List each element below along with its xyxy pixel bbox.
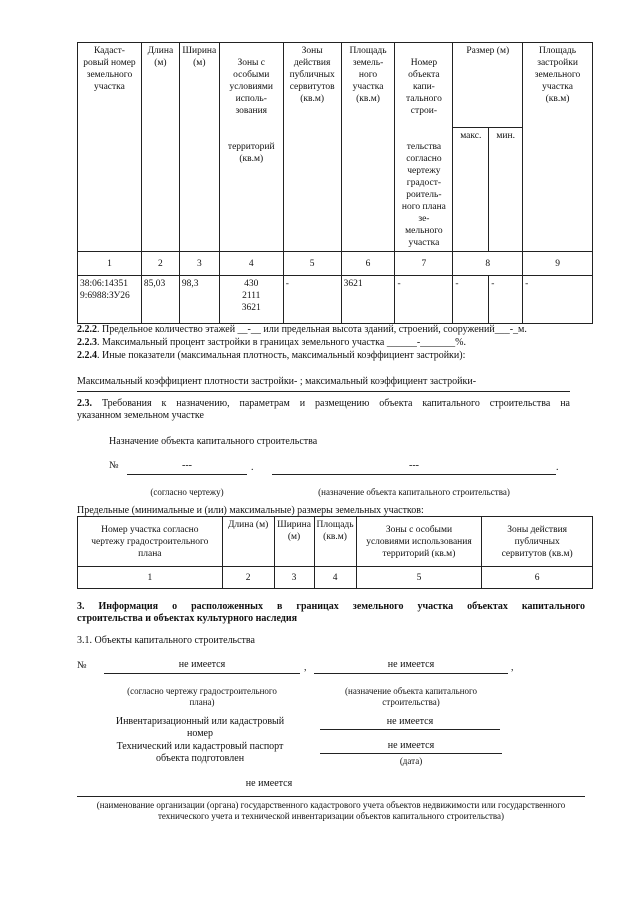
- cell-min: -: [489, 276, 523, 324]
- purpose-underline-2: [272, 474, 556, 475]
- organization-underline: [77, 796, 585, 797]
- section-2-3-number: 2.3.: [77, 398, 92, 409]
- header-cadastral-number: Кадаст- ровый номер земельного участка: [78, 43, 142, 252]
- purpose-value-2: ---: [409, 460, 419, 471]
- col-number: 7: [395, 252, 453, 276]
- purpose-period: .: [556, 462, 559, 473]
- section-2-2-2-number: 2.2.2: [77, 324, 97, 335]
- header-length: Длина (м): [141, 43, 179, 252]
- section-2-2-4: [77, 350, 465, 362]
- section-3-1: 3.1. Объекты капитального строительства: [77, 635, 255, 646]
- table2-caption: Предельные (минимальные и (или) максимальные) размеры земельных участков:: [77, 505, 424, 516]
- col-number: 1: [78, 252, 142, 276]
- cell-length: 85,03: [141, 276, 179, 324]
- t2-col-number: 3: [274, 567, 314, 589]
- section-2-3: [77, 398, 570, 410]
- purpose-heading: Назначение объекта капитального строительства: [109, 436, 318, 447]
- section-3: [77, 601, 585, 613]
- t2-col-number: 2: [222, 567, 274, 589]
- section-2-3-line2: указанном земельном участке: [77, 410, 204, 421]
- t2-col-number: 6: [482, 567, 593, 589]
- header-object-number-bottom: тельства согласно чертежу градост- роитель- ного плана зе- мельного участка: [401, 142, 446, 248]
- col-number: 5: [283, 252, 341, 276]
- header-build-area: Площадь застройки земельного участка (кв.м): [523, 43, 593, 252]
- t2-header-servitude: Зоны действия публичных сервитутов (кв.м): [482, 517, 593, 567]
- col-number: 3: [179, 252, 219, 276]
- purpose-caption-1: (согласно чертежу): [150, 487, 224, 497]
- purpose-underline-1: [127, 474, 247, 475]
- section-3-line2: строительства и объектах культурного наследия: [77, 613, 298, 624]
- header-special-zones-top: Зоны с особыми условиями исполь- зования: [229, 58, 273, 116]
- t2-header-plot-number: Номер участка согласно чертежу градостроительного плана: [78, 517, 223, 567]
- t2-header-area: Площадь (кв.м): [314, 517, 356, 567]
- cell-servitude: -: [283, 276, 341, 324]
- objects-caption-1: (согласно чертежу градостроительного плана): [127, 686, 277, 707]
- organization-value: не имеется: [245, 778, 293, 789]
- inventory-value: не имеется: [386, 716, 434, 727]
- header-size-max: макс.: [453, 127, 489, 251]
- section-2-2-4-number: 2.2.4: [77, 350, 97, 361]
- density-line: Максимальный коэффициент плотности застройки- ; максимальный коэффициент застройки-: [77, 376, 477, 387]
- divider: [77, 391, 570, 392]
- objects-no-sign: №: [77, 660, 87, 671]
- col-number: 4: [219, 252, 283, 276]
- passport-underline: [320, 753, 502, 754]
- t2-col-number: 4: [314, 567, 356, 589]
- section-2-2-4-text: . Иные показатели (максимальная плотность, максимальный коэффициент застройки):: [97, 350, 466, 361]
- col-number: 9: [523, 252, 593, 276]
- header-plot-area: Площадь земель- ного участка (кв.м): [341, 43, 395, 252]
- section-2-2-3-text: . Максимальный процент застройки в границах земельного участка ______-_______%.: [97, 337, 466, 348]
- cell-zones: 430 2111 3621: [219, 276, 283, 324]
- objects-comma-1: ,: [304, 662, 307, 673]
- header-object-number: [395, 43, 453, 252]
- purpose-value-1: ---: [182, 460, 192, 471]
- header-size: Размер (м): [453, 43, 523, 128]
- purpose-comma: .: [251, 462, 254, 473]
- header-object-number-top: Номер объекта капи- тального строи-: [405, 58, 442, 116]
- section-2-3-text: Требования к назначению, параметрам и размещению объекта капитального строительства на: [101, 398, 570, 409]
- cell-area: 3621: [341, 276, 395, 324]
- header-width: Ширина (м): [179, 43, 219, 252]
- t2-header-length: Длина (м): [222, 517, 274, 567]
- land-plot-table: [77, 42, 593, 324]
- purpose-no-sign: №: [109, 460, 119, 471]
- t2-col-number: 1: [78, 567, 223, 589]
- t2-col-number: 5: [356, 567, 482, 589]
- section-3-number: 3.: [77, 601, 85, 612]
- purpose-caption-2: (назначение объекта капитального строительства): [318, 487, 510, 497]
- cell-max: -: [453, 276, 489, 324]
- t2-header-width: Ширина (м): [274, 517, 314, 567]
- header-special-zones: [219, 43, 283, 252]
- section-2-2-2-text: . Предельное количество этажей __-__ или предельная высота зданий, строений, сооружений___-_м.: [97, 324, 527, 335]
- col-number: 8: [453, 252, 523, 276]
- objects-comma-2: ,: [511, 662, 514, 673]
- cell-object-no: -: [395, 276, 453, 324]
- section-3-text: Информация о расположенных в границах земельного участка объектах капитального: [98, 601, 585, 612]
- cell-cadastral: 38:06:14351 9:6988:ЗУ26: [78, 276, 142, 324]
- header-size-min: мин.: [489, 127, 523, 251]
- section-2-2-3: [77, 337, 466, 349]
- header-special-zones-bottom: территорий (кв.м): [227, 142, 275, 164]
- objects-value-2: не имеется: [387, 659, 435, 670]
- cell-build-area: -: [523, 276, 593, 324]
- date-caption: (дата): [399, 756, 423, 766]
- col-number: 2: [141, 252, 179, 276]
- plot-size-table: [77, 516, 593, 589]
- inventory-label: Инвентаризационный или кадастровый номер: [115, 716, 285, 739]
- objects-underline-2: [314, 673, 508, 674]
- inventory-underline: [320, 729, 500, 730]
- section-2-2-3-number: 2.2.3: [77, 337, 97, 348]
- passport-label: Технический или кадастровый паспорт объекта подготовлен: [116, 741, 284, 764]
- cell-width: 98,3: [179, 276, 219, 324]
- header-servitude-zones: Зоны действия публичных сервитутов (кв.м): [283, 43, 341, 252]
- objects-underline-1: [104, 673, 300, 674]
- passport-value: не имеется: [387, 740, 435, 751]
- t2-header-special-zones: Зоны с особыми условиями использования территорий (кв.м): [356, 517, 482, 567]
- organization-caption: (наименование организации (органа) государственного кадастрового учета объектов недвижимости или государственного технического учета и технической инвентаризации объектов капитального строительства): [96, 800, 566, 821]
- section-2-2-2: [77, 324, 527, 336]
- objects-value-1: не имеется: [178, 659, 226, 670]
- col-number: 6: [341, 252, 395, 276]
- objects-caption-2: (назначение объекта капитального строительства): [345, 686, 477, 707]
